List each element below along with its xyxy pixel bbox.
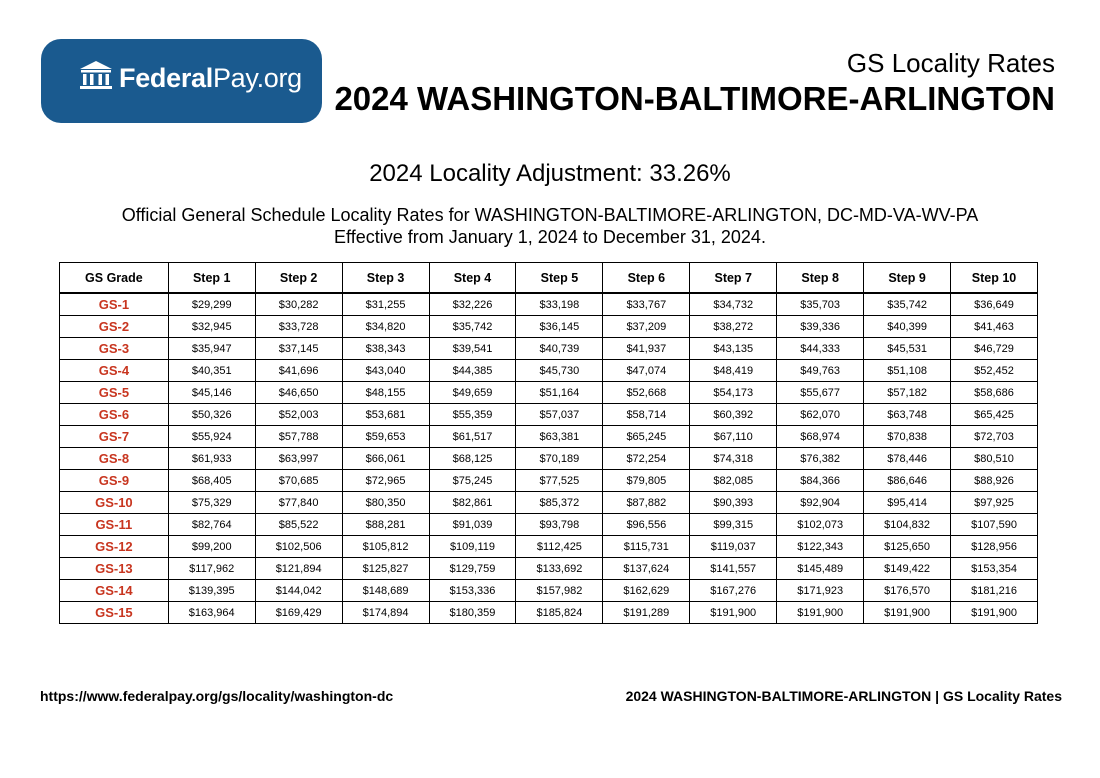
rate-cell: $95,414	[864, 492, 951, 514]
rate-cell: $163,964	[168, 602, 255, 624]
rate-cell: $122,343	[777, 536, 864, 558]
grade-cell: GS-10	[60, 492, 169, 514]
rate-cell: $137,624	[603, 558, 690, 580]
rate-cell: $65,245	[603, 426, 690, 448]
locality-adjustment: 2024 Locality Adjustment: 33.26%	[369, 160, 731, 187]
description-line-1: Official General Schedule Locality Rates for WASHINGTON-BALTIMORE-ARLINGTON, DC-MD-VA-WV-PA	[121, 205, 979, 225]
table-row	[60, 382, 1038, 404]
table-row	[60, 448, 1038, 470]
rate-cell: $72,965	[342, 470, 429, 492]
rate-cell: $70,685	[255, 470, 342, 492]
rate-cell: $80,510	[951, 448, 1038, 470]
rate-cell: $75,245	[429, 470, 516, 492]
rate-cell: $70,838	[864, 426, 951, 448]
rate-cell: $35,947	[168, 338, 255, 360]
rate-cell: $68,125	[429, 448, 516, 470]
grade-cell: GS-9	[60, 470, 169, 492]
rate-cell: $72,254	[603, 448, 690, 470]
table-row	[60, 514, 1038, 536]
table-row	[60, 470, 1038, 492]
rate-cell: $43,040	[342, 360, 429, 382]
rate-cell: $191,289	[603, 602, 690, 624]
header-step-6: Step 6	[603, 263, 690, 294]
grade-cell: GS-4	[60, 360, 169, 382]
header-subtitle: GS Locality Rates	[846, 48, 1055, 78]
rate-cell: $112,425	[516, 536, 603, 558]
rate-cell: $86,646	[864, 470, 951, 492]
grade-cell: GS-14	[60, 580, 169, 602]
rate-cell: $180,359	[429, 602, 516, 624]
rate-cell: $31,255	[342, 293, 429, 316]
rate-cell: $63,997	[255, 448, 342, 470]
rate-cell: $125,650	[864, 536, 951, 558]
rate-cell: $139,395	[168, 580, 255, 602]
rate-cell: $169,429	[255, 602, 342, 624]
rate-cell: $33,198	[516, 293, 603, 316]
rate-cell: $92,904	[777, 492, 864, 514]
rate-cell: $82,861	[429, 492, 516, 514]
grade-cell: GS-12	[60, 536, 169, 558]
header-step-9: Step 9	[864, 263, 951, 294]
rate-cell: $191,900	[690, 602, 777, 624]
table-body	[60, 293, 1038, 624]
rate-cell: $41,937	[603, 338, 690, 360]
table-row	[60, 536, 1038, 558]
rate-cell: $43,135	[690, 338, 777, 360]
rate-cell: $54,173	[690, 382, 777, 404]
rate-cell: $41,696	[255, 360, 342, 382]
rate-cell: $39,336	[777, 316, 864, 338]
rate-cell: $67,110	[690, 426, 777, 448]
rate-cell: $176,570	[864, 580, 951, 602]
rate-cell: $162,629	[603, 580, 690, 602]
rate-cell: $35,742	[864, 293, 951, 316]
rate-cell: $59,653	[342, 426, 429, 448]
rate-cell: $38,272	[690, 316, 777, 338]
rate-cell: $191,900	[951, 602, 1038, 624]
rate-cell: $167,276	[690, 580, 777, 602]
logo-text-regular: Pay.org	[212, 63, 302, 93]
rate-cell: $78,446	[864, 448, 951, 470]
table-row	[60, 293, 1038, 316]
rate-cell: $51,164	[516, 382, 603, 404]
rate-cell: $33,728	[255, 316, 342, 338]
rate-cell: $88,281	[342, 514, 429, 536]
table-row	[60, 360, 1038, 382]
grade-cell: GS-11	[60, 514, 169, 536]
rate-cell: $37,209	[603, 316, 690, 338]
table-row	[60, 426, 1038, 448]
description-line-2: Effective from January 1, 2024 to December 31, 2024.	[334, 227, 766, 247]
footer-label: 2024 WASHINGTON-BALTIMORE-ARLINGTON | GS Locality Rates	[625, 688, 1062, 704]
rate-cell: $117,962	[168, 558, 255, 580]
rate-cell: $79,805	[603, 470, 690, 492]
rate-cell: $144,042	[255, 580, 342, 602]
rate-cell: $109,119	[429, 536, 516, 558]
rate-cell: $45,730	[516, 360, 603, 382]
rate-cell: $68,405	[168, 470, 255, 492]
logo-text-bold: Federal	[119, 63, 213, 93]
locality-rates-table	[59, 262, 1038, 624]
header-step-8: Step 8	[777, 263, 864, 294]
footer-url[interactable]: https://www.federalpay.org/gs/locality/washington-dc	[40, 688, 394, 704]
table-row	[60, 404, 1038, 426]
rate-cell: $53,681	[342, 404, 429, 426]
grade-cell: GS-2	[60, 316, 169, 338]
rate-cell: $44,385	[429, 360, 516, 382]
rate-cell: $57,788	[255, 426, 342, 448]
rate-cell: $153,354	[951, 558, 1038, 580]
rate-cell: $68,974	[777, 426, 864, 448]
header-step-7: Step 7	[690, 263, 777, 294]
rate-cell: $45,531	[864, 338, 951, 360]
rate-cell: $77,840	[255, 492, 342, 514]
rate-cell: $76,382	[777, 448, 864, 470]
rate-cell: $75,329	[168, 492, 255, 514]
rate-cell: $90,393	[690, 492, 777, 514]
table-header-row	[60, 263, 1038, 294]
rate-cell: $61,517	[429, 426, 516, 448]
rate-cell: $105,812	[342, 536, 429, 558]
grade-cell: GS-5	[60, 382, 169, 404]
rate-cell: $102,073	[777, 514, 864, 536]
rate-cell: $55,924	[168, 426, 255, 448]
rate-cell: $41,463	[951, 316, 1038, 338]
rate-cell: $47,074	[603, 360, 690, 382]
rate-cell: $51,108	[864, 360, 951, 382]
rate-cell: $63,748	[864, 404, 951, 426]
grade-cell: GS-7	[60, 426, 169, 448]
rate-cell: $52,668	[603, 382, 690, 404]
rate-cell: $60,392	[690, 404, 777, 426]
table-row	[60, 316, 1038, 338]
rate-cell: $34,732	[690, 293, 777, 316]
schedule-description	[0, 204, 1100, 248]
grade-cell: GS-3	[60, 338, 169, 360]
rate-cell: $82,085	[690, 470, 777, 492]
rate-cell: $77,525	[516, 470, 603, 492]
rate-cell: $91,039	[429, 514, 516, 536]
rate-cell: $85,372	[516, 492, 603, 514]
rate-cell: $40,351	[168, 360, 255, 382]
rate-cell: $191,900	[864, 602, 951, 624]
rate-cell: $171,923	[777, 580, 864, 602]
rate-cell: $49,763	[777, 360, 864, 382]
grade-cell: GS-6	[60, 404, 169, 426]
rate-cell: $87,882	[603, 492, 690, 514]
rate-cell: $133,692	[516, 558, 603, 580]
header-step-10: Step 10	[951, 263, 1038, 294]
grade-cell: GS-15	[60, 602, 169, 624]
rate-cell: $30,282	[255, 293, 342, 316]
header-step-3: Step 3	[342, 263, 429, 294]
rate-cell: $55,359	[429, 404, 516, 426]
rate-cell: $145,489	[777, 558, 864, 580]
grade-cell: GS-1	[60, 293, 169, 316]
rate-cell: $61,933	[168, 448, 255, 470]
rate-cell: $33,767	[603, 293, 690, 316]
rate-cell: $48,155	[342, 382, 429, 404]
rate-cell: $96,556	[603, 514, 690, 536]
rate-cell: $174,894	[342, 602, 429, 624]
rate-cell: $102,506	[255, 536, 342, 558]
header-step-1: Step 1	[168, 263, 255, 294]
rate-cell: $63,381	[516, 426, 603, 448]
rate-cell: $148,689	[342, 580, 429, 602]
rate-cell: $52,003	[255, 404, 342, 426]
grade-cell: GS-8	[60, 448, 169, 470]
rate-cell: $70,189	[516, 448, 603, 470]
rate-cell: $40,739	[516, 338, 603, 360]
rate-cell: $97,925	[951, 492, 1038, 514]
rate-cell: $104,832	[864, 514, 951, 536]
rate-cell: $46,729	[951, 338, 1038, 360]
rate-cell: $49,659	[429, 382, 516, 404]
rate-cell: $45,146	[168, 382, 255, 404]
table-row	[60, 492, 1038, 514]
rate-cell: $57,037	[516, 404, 603, 426]
grade-cell: GS-13	[60, 558, 169, 580]
rate-cell: $55,677	[777, 382, 864, 404]
rate-cell: $39,541	[429, 338, 516, 360]
federalpay-logo[interactable]	[41, 39, 322, 123]
rate-cell: $57,182	[864, 382, 951, 404]
rate-cell: $58,686	[951, 382, 1038, 404]
rate-cell: $34,820	[342, 316, 429, 338]
rate-cell: $36,145	[516, 316, 603, 338]
rate-cell: $46,650	[255, 382, 342, 404]
header-step-4: Step 4	[429, 263, 516, 294]
rate-cell: $93,798	[516, 514, 603, 536]
rate-cell: $99,315	[690, 514, 777, 536]
rate-cell: $66,061	[342, 448, 429, 470]
header-gs-grade: GS Grade	[60, 263, 169, 294]
rate-cell: $191,900	[777, 602, 864, 624]
table-row	[60, 558, 1038, 580]
courthouse-icon	[79, 60, 113, 90]
rate-cell: $32,226	[429, 293, 516, 316]
rate-cell: $74,318	[690, 448, 777, 470]
rate-cell: $153,336	[429, 580, 516, 602]
rate-cell: $125,827	[342, 558, 429, 580]
logo-text	[119, 63, 302, 94]
rate-cell: $185,824	[516, 602, 603, 624]
rate-cell: $80,350	[342, 492, 429, 514]
rate-cell: $128,956	[951, 536, 1038, 558]
rate-cell: $52,452	[951, 360, 1038, 382]
table-row	[60, 580, 1038, 602]
page-title: 2024 WASHINGTON-BALTIMORE-ARLINGTON	[334, 80, 1055, 117]
rate-cell: $119,037	[690, 536, 777, 558]
table-row	[60, 602, 1038, 624]
rate-cell: $37,145	[255, 338, 342, 360]
table-row	[60, 338, 1038, 360]
rate-cell: $82,764	[168, 514, 255, 536]
rate-cell: $157,982	[516, 580, 603, 602]
rate-cell: $62,070	[777, 404, 864, 426]
rate-cell: $48,419	[690, 360, 777, 382]
rate-cell: $99,200	[168, 536, 255, 558]
rate-cell: $65,425	[951, 404, 1038, 426]
rate-cell: $129,759	[429, 558, 516, 580]
rate-cell: $72,703	[951, 426, 1038, 448]
rate-cell: $32,945	[168, 316, 255, 338]
rate-cell: $121,894	[255, 558, 342, 580]
rate-cell: $141,557	[690, 558, 777, 580]
rate-cell: $50,326	[168, 404, 255, 426]
rate-cell: $85,522	[255, 514, 342, 536]
rate-cell: $84,366	[777, 470, 864, 492]
rate-cell: $35,703	[777, 293, 864, 316]
rate-cell: $58,714	[603, 404, 690, 426]
header-step-2: Step 2	[255, 263, 342, 294]
header-step-5: Step 5	[516, 263, 603, 294]
rate-cell: $35,742	[429, 316, 516, 338]
rate-cell: $149,422	[864, 558, 951, 580]
rate-cell: $38,343	[342, 338, 429, 360]
rate-cell: $44,333	[777, 338, 864, 360]
rate-cell: $40,399	[864, 316, 951, 338]
rate-cell: $181,216	[951, 580, 1038, 602]
rate-cell: $88,926	[951, 470, 1038, 492]
rate-cell: $107,590	[951, 514, 1038, 536]
rate-cell: $115,731	[603, 536, 690, 558]
rate-cell: $29,299	[168, 293, 255, 316]
rate-cell: $36,649	[951, 293, 1038, 316]
